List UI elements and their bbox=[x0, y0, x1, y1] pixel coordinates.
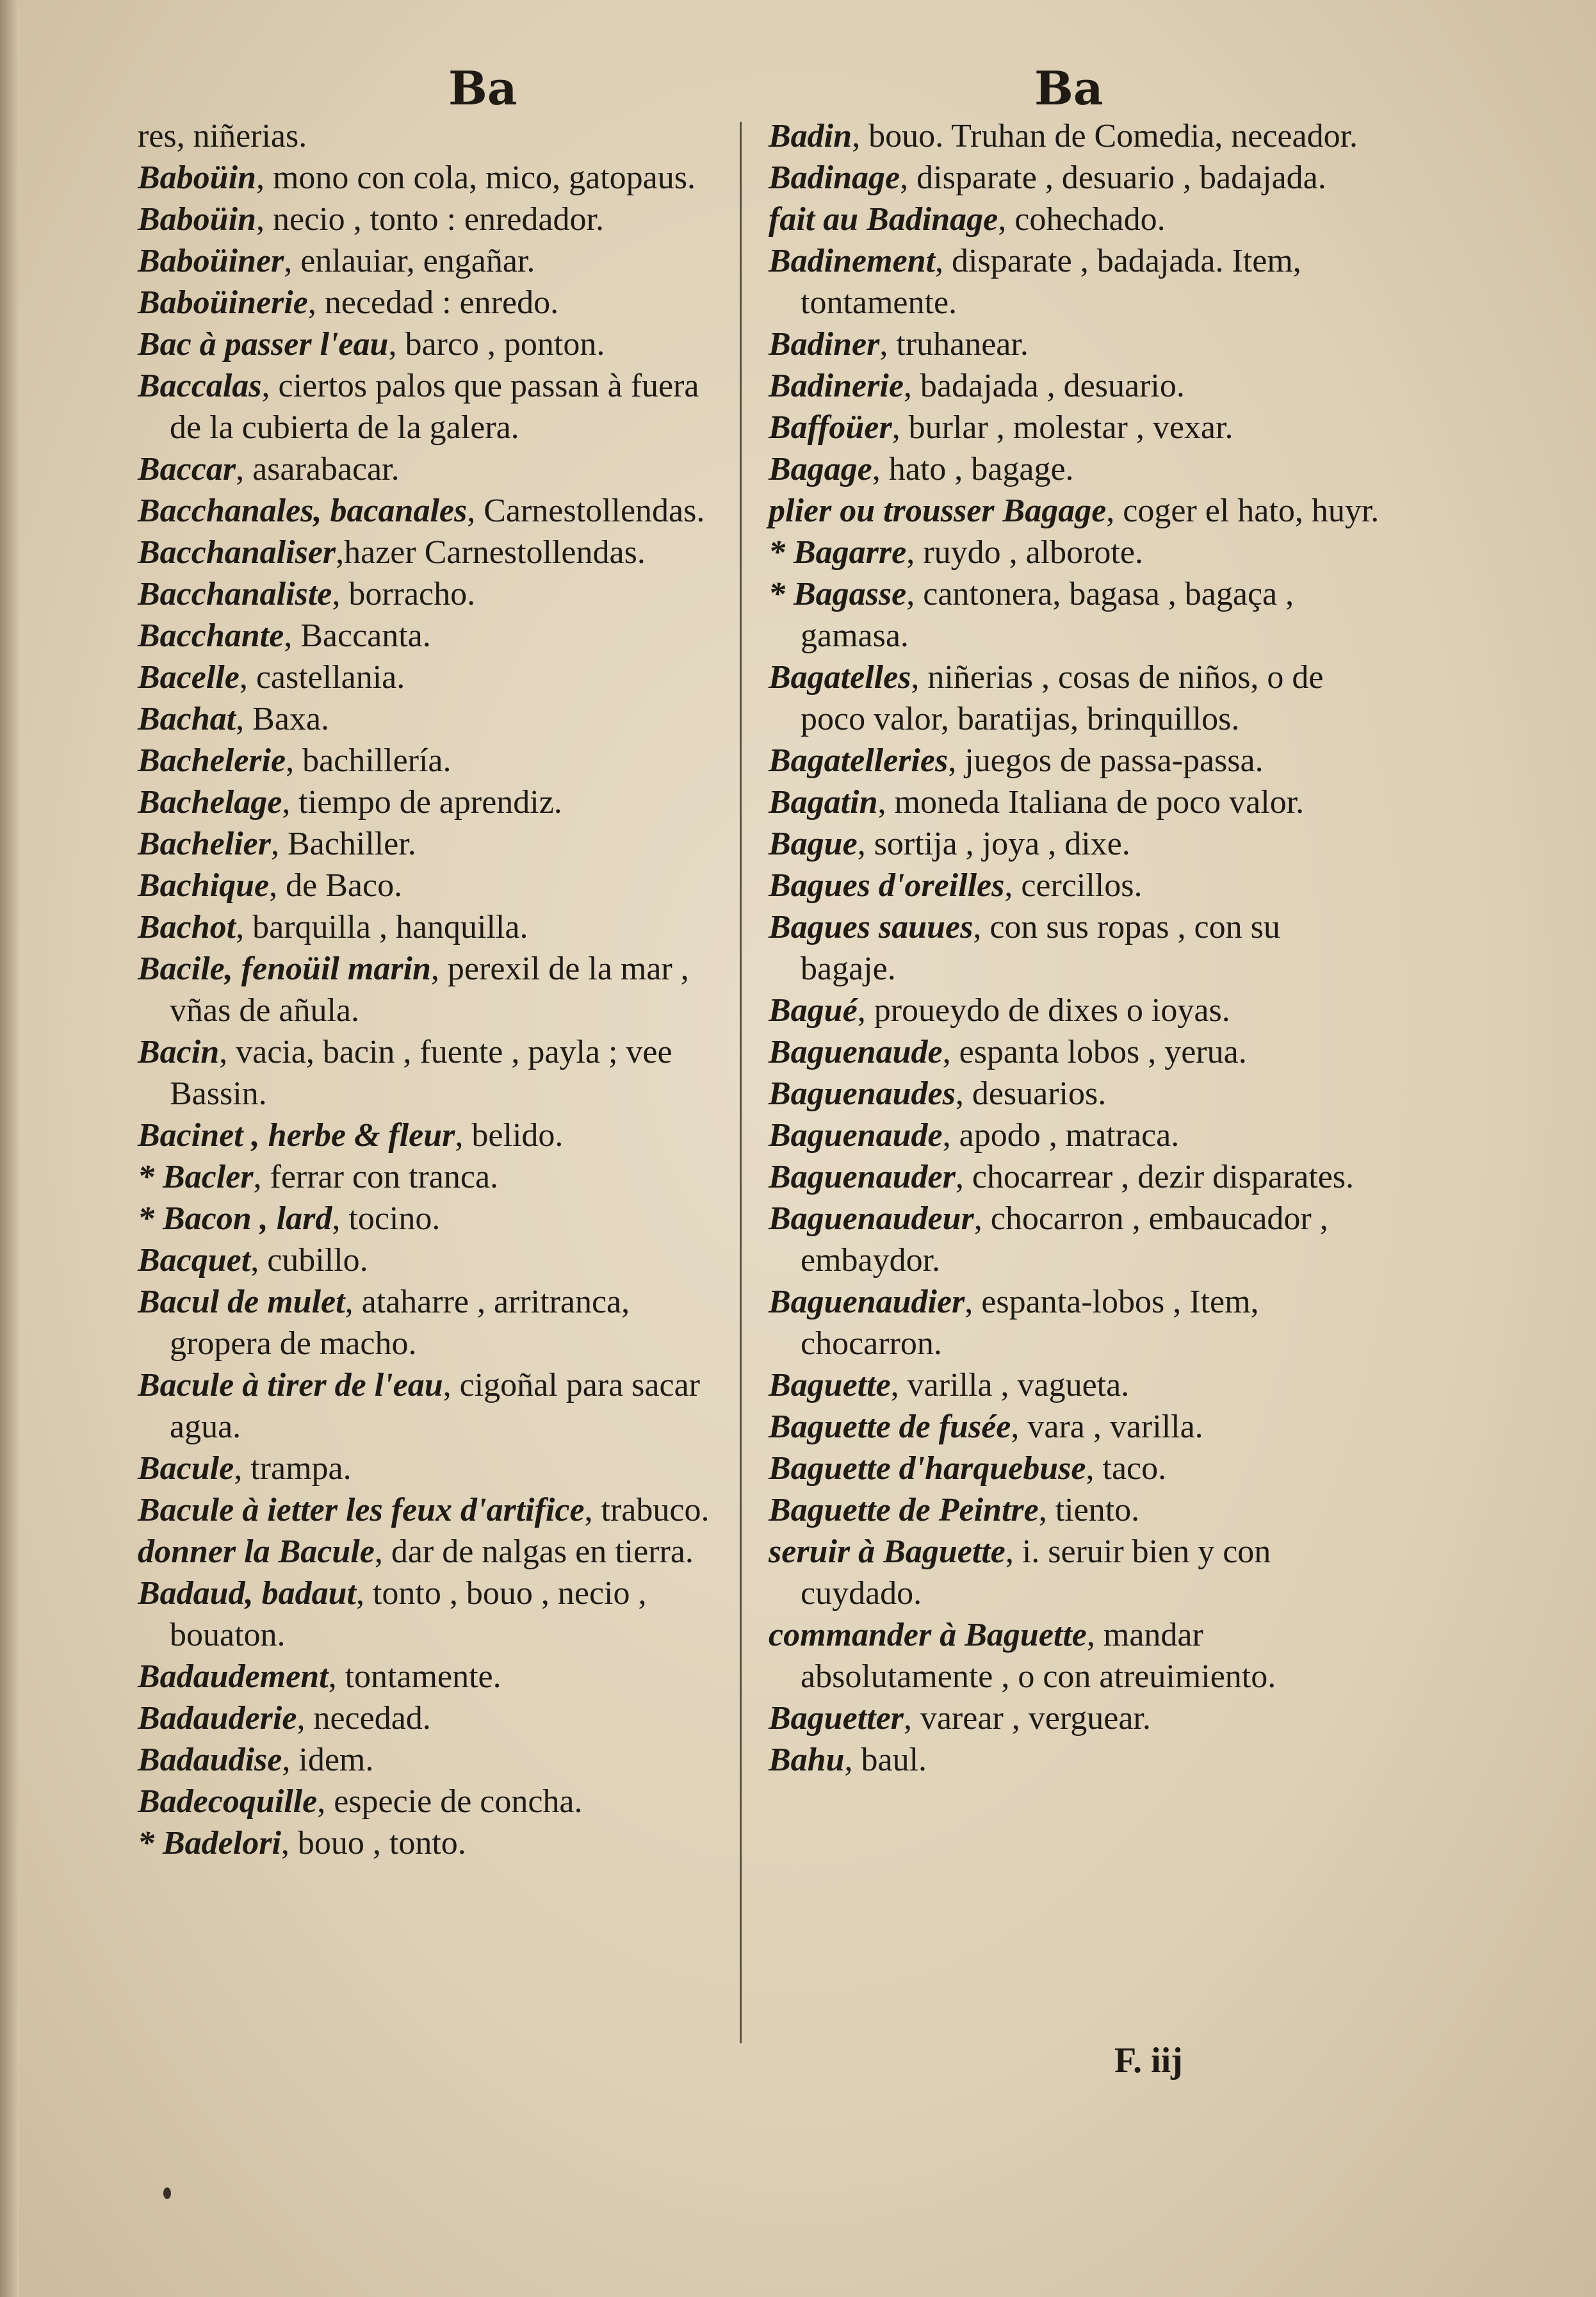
entry-headword: Baguenaude bbox=[769, 1117, 943, 1154]
entry-definition: , taco. bbox=[1086, 1450, 1167, 1487]
entry-definition: , especie de concha. bbox=[317, 1783, 583, 1820]
dictionary-entry bbox=[138, 240, 727, 282]
entry-headword: Bachot bbox=[138, 909, 236, 945]
entry-headword: Baccalas bbox=[138, 368, 262, 404]
dictionary-entry bbox=[769, 240, 1383, 323]
dictionary-entry bbox=[138, 448, 727, 490]
dictionary-entry bbox=[769, 573, 1383, 657]
entry-definition: , belido. bbox=[455, 1117, 564, 1154]
entry-headword: Bacile, fenoüil marin bbox=[138, 951, 431, 987]
entry-headword: seruir à Baguette bbox=[769, 1533, 1006, 1570]
dictionary-entry bbox=[769, 1697, 1383, 1739]
dictionary-entry bbox=[138, 906, 727, 948]
entry-headword: Badaudement bbox=[138, 1658, 329, 1695]
dictionary-entry bbox=[769, 657, 1383, 740]
dictionary-entry bbox=[769, 1531, 1383, 1614]
dictionary-entry bbox=[138, 1573, 727, 1656]
entry-definition: , ataharre , arritranca, gropera de macho. bbox=[170, 1284, 630, 1362]
entry-headword: commander à Baguette bbox=[769, 1617, 1087, 1653]
dictionary-entry bbox=[138, 1156, 727, 1198]
right-column bbox=[769, 115, 1383, 1781]
entry-definition: , cigoñal para sacar agua. bbox=[170, 1367, 700, 1445]
entry-definition: ,hazer Carnestollendas. bbox=[336, 534, 646, 571]
entry-headword: donner la Bacule bbox=[138, 1533, 375, 1570]
entry-definition: , proueydo de dixes o ioyas. bbox=[857, 992, 1230, 1029]
dictionary-entry bbox=[138, 1031, 727, 1115]
dictionary-entry bbox=[138, 1239, 727, 1281]
entry-headword: Badinage bbox=[769, 159, 900, 196]
entry-definition: , cohechado. bbox=[998, 201, 1166, 238]
entry-headword: Bagatelleries bbox=[769, 742, 949, 779]
dictionary-entry bbox=[769, 1281, 1383, 1364]
entry-headword: Bachelage bbox=[138, 784, 282, 821]
entry-definition: , badajada , desuario. bbox=[903, 368, 1185, 404]
entry-headword: Bagatelles bbox=[769, 659, 911, 696]
entry-headword: * Bagarre bbox=[769, 534, 907, 571]
dictionary-entry bbox=[138, 1531, 727, 1573]
entry-headword: Baboüin bbox=[138, 159, 256, 196]
entry-definition: , necedad : enredo. bbox=[307, 284, 559, 321]
dictionary-entry bbox=[138, 657, 727, 698]
dictionary-entry bbox=[138, 823, 727, 865]
entry-definition: , borracho. bbox=[332, 576, 476, 612]
entry-headword: * Badelori bbox=[138, 1825, 281, 1861]
entry-definition: res, niñerias. bbox=[138, 118, 307, 154]
entry-definition: , Baccanta. bbox=[284, 617, 431, 654]
entry-headword: Baguenauder bbox=[769, 1159, 956, 1195]
dictionary-entry bbox=[138, 157, 727, 199]
entry-headword: Bacule bbox=[138, 1450, 234, 1487]
entry-definition: , tocino. bbox=[332, 1200, 441, 1237]
dictionary-entry bbox=[769, 1448, 1383, 1489]
entry-definition: , enlauiar, engañar. bbox=[284, 243, 535, 279]
dictionary-entry bbox=[138, 865, 727, 906]
entry-definition: , mandar absolutamente , o con atreuimiento. bbox=[801, 1617, 1276, 1695]
entry-headword: Bachelerie bbox=[138, 742, 286, 779]
entry-definition: , baul. bbox=[844, 1742, 927, 1778]
entry-headword: Bahu bbox=[769, 1742, 845, 1778]
dictionary-entry bbox=[138, 740, 727, 781]
dictionary-entry bbox=[138, 1489, 727, 1531]
dictionary-entry bbox=[769, 740, 1383, 781]
entry-headword: Baboüiner bbox=[138, 243, 284, 279]
entry-definition: , chocarrear , dezir disparates. bbox=[955, 1159, 1355, 1195]
entry-definition: , bouo. Truhan de Comedia, neceador. bbox=[852, 118, 1358, 154]
dictionary-entry bbox=[138, 573, 727, 615]
entry-definition: , desuarios. bbox=[955, 1075, 1107, 1112]
entry-headword: Bague bbox=[769, 826, 858, 862]
entry-definition: , trabuco. bbox=[584, 1492, 710, 1528]
entry-definition: , niñerias , cosas de niños, o de poco valor, baratijas, brinquillos. bbox=[801, 659, 1324, 737]
entry-definition: , coger el hato, huyr. bbox=[1106, 493, 1380, 529]
entry-headword: Baguette d'harquebuse bbox=[769, 1450, 1086, 1487]
entry-headword: Bacchanaliser bbox=[138, 534, 336, 571]
entry-definition: , trampa. bbox=[234, 1450, 352, 1487]
entry-definition: , varilla , vagueta. bbox=[890, 1367, 1130, 1403]
entry-headword: Bachelier bbox=[138, 826, 271, 862]
dictionary-entry bbox=[769, 157, 1383, 199]
dictionary-entry bbox=[769, 365, 1383, 407]
dictionary-entry bbox=[138, 323, 727, 365]
entry-headword: Bachat bbox=[138, 701, 236, 737]
entry-definition: , vacia, bacin , fuente , payla ; vee Bassin. bbox=[170, 1034, 672, 1112]
entry-headword: Baccar bbox=[138, 451, 236, 487]
entry-headword: Badaudise bbox=[138, 1742, 282, 1778]
entry-headword: Badinerie bbox=[769, 368, 904, 404]
entry-definition: , chocarron , embaucador , embaydor. bbox=[801, 1200, 1328, 1279]
entry-definition: , de Baco. bbox=[269, 867, 403, 904]
entry-headword: Bagues sauues bbox=[769, 909, 973, 945]
entry-headword: Bacchanaliste bbox=[138, 576, 332, 612]
entry-definition: , dar de nalgas en tierra. bbox=[374, 1533, 694, 1570]
entry-definition: , tiento. bbox=[1038, 1492, 1140, 1528]
entry-headword: Bacin bbox=[138, 1034, 220, 1070]
dictionary-entry bbox=[138, 1364, 727, 1448]
dictionary-entry bbox=[138, 282, 727, 323]
entry-headword: fait au Badinage bbox=[769, 201, 998, 238]
dictionary-entry bbox=[138, 532, 727, 573]
entry-headword: Bacule à tirer de l'eau bbox=[138, 1367, 443, 1403]
entry-definition: , Baxa. bbox=[236, 701, 329, 737]
entry-headword: Badauderie bbox=[138, 1700, 297, 1737]
dictionary-entry bbox=[138, 948, 727, 1031]
entry-headword: Bacchanales, bacanales bbox=[138, 493, 468, 529]
entry-definition: , disparate , badajada. Item, tontamente. bbox=[801, 243, 1301, 321]
entry-definition: , i. seruir bien y con cuydado. bbox=[801, 1533, 1271, 1612]
entry-definition: , ferrar con tranca. bbox=[253, 1159, 499, 1195]
entry-headword: Bacule à ietter les feux d'artifice bbox=[138, 1492, 585, 1528]
entry-definition: , asarabacar. bbox=[236, 451, 400, 487]
entry-headword: Baguenaudier bbox=[769, 1284, 965, 1320]
dictionary-entry bbox=[769, 199, 1383, 240]
entry-definition: , bachillería. bbox=[286, 742, 452, 779]
entry-definition: , espanta lobos , yerua. bbox=[942, 1034, 1247, 1070]
entry-headword: Baguette de fusée bbox=[769, 1409, 1011, 1445]
entry-definition: , necio , tonto : enredador. bbox=[256, 201, 604, 238]
entry-headword: * Bagasse bbox=[769, 576, 907, 612]
ink-blot bbox=[163, 2187, 171, 2199]
dictionary-entry bbox=[138, 1697, 727, 1739]
entry-headword: Bacelle bbox=[138, 659, 240, 696]
entry-headword: Bagatin bbox=[769, 784, 878, 821]
dictionary-entry bbox=[138, 1822, 727, 1864]
dictionary-entry bbox=[138, 781, 727, 823]
entry-definition: , idem. bbox=[282, 1742, 374, 1778]
dictionary-entry bbox=[138, 1656, 727, 1697]
dictionary-entry bbox=[769, 823, 1383, 865]
dictionary-entry bbox=[769, 1739, 1383, 1781]
left-column bbox=[138, 115, 727, 1864]
entry-definition: , tonto , bouo , necio , bouaton. bbox=[170, 1575, 647, 1653]
signature-mark: F. iij bbox=[1114, 2041, 1183, 2080]
dictionary-entry bbox=[769, 1364, 1383, 1406]
entry-headword: Baguette bbox=[769, 1367, 891, 1403]
entry-headword: Baboüin bbox=[138, 201, 256, 238]
dictionary-entry bbox=[769, 1406, 1383, 1448]
entry-definition: , moneda Italiana de poco valor. bbox=[877, 784, 1305, 821]
entry-headword: Bacchante bbox=[138, 617, 284, 654]
dictionary-entry bbox=[769, 1156, 1383, 1198]
dictionary-entry bbox=[769, 532, 1383, 573]
entry-definition: , Carnestollendas. bbox=[467, 493, 705, 529]
entry-definition: , apodo , matraca. bbox=[942, 1117, 1180, 1154]
entry-definition: , barco , ponton. bbox=[388, 326, 605, 363]
dictionary-entry bbox=[769, 115, 1383, 157]
dictionary-entry bbox=[769, 1115, 1383, 1156]
entry-headword: Baguenaudes bbox=[769, 1075, 956, 1112]
entry-headword: Bacul de mulet bbox=[138, 1284, 345, 1320]
entry-definition: , mono con cola, mico, gatopaus. bbox=[256, 159, 696, 196]
dictionary-entry bbox=[138, 698, 727, 740]
entry-definition: , disparate , desuario , badajada. bbox=[900, 159, 1326, 196]
dictionary-entry bbox=[138, 615, 727, 657]
entry-definition: , truhanear. bbox=[879, 326, 1029, 363]
dictionary-entry bbox=[138, 115, 727, 157]
entry-definition: , cubillo. bbox=[250, 1242, 368, 1279]
entry-definition: , Bachiller. bbox=[270, 826, 416, 862]
entry-headword: Baguenaude bbox=[769, 1034, 943, 1070]
entry-headword: Bagage bbox=[769, 451, 872, 487]
entry-headword: * Bacler bbox=[138, 1159, 254, 1195]
running-head-right: Ba bbox=[1034, 61, 1103, 115]
entry-headword: Baguenaudeur bbox=[769, 1200, 974, 1237]
dictionary-entry bbox=[769, 323, 1383, 365]
dictionary-entry bbox=[769, 906, 1383, 990]
entry-headword: Badin bbox=[769, 118, 852, 154]
page-gutter bbox=[0, 0, 19, 2297]
entry-headword: * Bacon , lard bbox=[138, 1200, 332, 1237]
dictionary-entry bbox=[138, 1739, 727, 1781]
entry-headword: Baffoüer bbox=[769, 409, 892, 446]
entry-definition: , ciertos palos que passan à fuera de la cubierta de la galera. bbox=[170, 368, 699, 446]
entry-definition: , hato , bagage. bbox=[872, 451, 1074, 487]
entry-headword: Badecoquille bbox=[138, 1783, 318, 1820]
entry-definition: , ruydo , alborote. bbox=[906, 534, 1143, 571]
dictionary-entry bbox=[769, 990, 1383, 1031]
running-head-left: Ba bbox=[448, 61, 517, 115]
dictionary-entry bbox=[138, 1115, 727, 1156]
entry-definition: , bouo , tonto. bbox=[281, 1825, 466, 1861]
entry-definition: , tiempo de aprendiz. bbox=[282, 784, 562, 821]
dictionary-entry bbox=[769, 407, 1383, 448]
entry-definition: , sortija , joya , dixe. bbox=[857, 826, 1130, 862]
dictionary-entry bbox=[138, 490, 727, 532]
entry-definition: , castellania. bbox=[239, 659, 405, 696]
dictionary-entry bbox=[769, 781, 1383, 823]
entry-definition: , tontamente. bbox=[328, 1658, 501, 1695]
entry-definition: , vara , varilla. bbox=[1011, 1409, 1203, 1445]
dictionary-entry bbox=[138, 1781, 727, 1822]
entry-definition: , barquilla , hanquilla. bbox=[236, 909, 528, 945]
entry-headword: Bagues d'oreilles bbox=[769, 867, 1005, 904]
entry-definition: , cercillos. bbox=[1004, 867, 1143, 904]
dictionary-entry bbox=[138, 1198, 727, 1239]
entry-headword: Badiner bbox=[769, 326, 880, 363]
dictionary-entry bbox=[138, 1281, 727, 1364]
dictionary-entry bbox=[138, 1448, 727, 1489]
entry-headword: Bachique bbox=[138, 867, 270, 904]
entry-headword: Baguette de Peintre bbox=[769, 1492, 1039, 1528]
entry-headword: Baboüinerie bbox=[138, 284, 308, 321]
dictionary-entry bbox=[769, 490, 1383, 532]
entry-definition: , cantonera, bagasa , bagaça , gamasa. bbox=[801, 576, 1294, 654]
dictionary-entry bbox=[769, 448, 1383, 490]
entry-headword: Badinement bbox=[769, 243, 936, 279]
entry-definition: , con sus ropas , con su bagaje. bbox=[801, 909, 1280, 987]
entry-headword: plier ou trousser Bagage bbox=[769, 493, 1107, 529]
dictionary-entry bbox=[769, 865, 1383, 906]
entry-definition: , burlar , molestar , vexar. bbox=[892, 409, 1234, 446]
entry-headword: Bac à passer l'eau bbox=[138, 326, 389, 363]
dictionary-entry bbox=[769, 1614, 1383, 1697]
dictionary-entry bbox=[769, 1489, 1383, 1531]
entry-headword: Bacinet , herbe & fleur bbox=[138, 1117, 455, 1154]
entry-headword: Baguetter bbox=[769, 1700, 904, 1737]
dictionary-entry bbox=[769, 1073, 1383, 1115]
entry-headword: Bacquet bbox=[138, 1242, 251, 1279]
entry-definition: , perexil de la mar , vñas de añula. bbox=[170, 951, 689, 1029]
entry-definition: , espanta-lobos , Item, chocarron. bbox=[801, 1284, 1259, 1362]
dictionary-entry bbox=[769, 1031, 1383, 1073]
entry-definition: , varear , verguear. bbox=[903, 1700, 1151, 1737]
entry-headword: Badaud, badaut bbox=[138, 1575, 356, 1612]
entry-definition: , juegos de passa-passa. bbox=[948, 742, 1264, 779]
dictionary-entry bbox=[138, 365, 727, 448]
column-divider bbox=[740, 122, 742, 2043]
dictionary-entry bbox=[138, 199, 727, 240]
dictionary-entry bbox=[769, 1198, 1383, 1281]
entry-definition: , necedad. bbox=[297, 1700, 431, 1737]
entry-headword: Bagué bbox=[769, 992, 858, 1029]
